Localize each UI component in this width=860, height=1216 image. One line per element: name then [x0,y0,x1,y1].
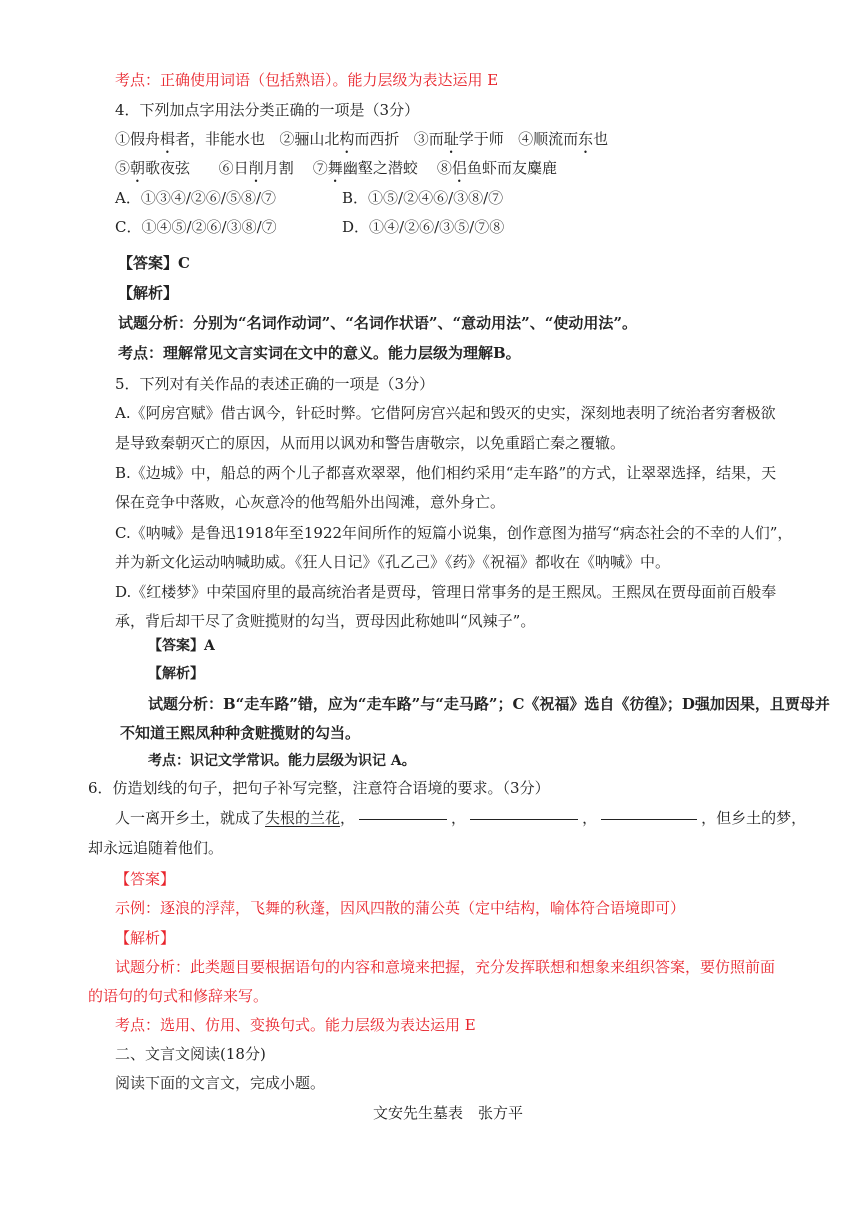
section2-instruction: 阅读下面的文言文，完成小题。 [115,1074,326,1092]
q4-item-6: ⑥日削月割 [218,159,294,177]
q5-option-c-line2: 并为新文化运动呐喊助威。《狂人日记》《孔乙己》《药》《祝福》都收在《呐喊》中。 [115,553,671,571]
q6-stem: 6．仿造划线的句子，把句子补写完整，注意符合语境的要求。（3分） [88,779,550,797]
q4-item-3: ③而耻学于师 [413,130,504,148]
q5-analysis-line2: 不知道王熙凤种种贪赃揽财的勾当。 [120,724,361,742]
q4-option-c: C．①④⑤/②⑥/③⑧/⑦ [115,218,277,236]
q5-option-d-line1: D.《红楼梦》中荣国府里的最高统治者是贾母，管理日常事务的是王熙凤。王熙凤在贾母面前百般奉 [115,583,777,601]
q5-option-b-line1: B.《边城》中，船总的两个儿子都喜欢翠翠，他们相约采用“走车路”的方式，让翠翠选择，结果，天 [115,464,777,482]
q6-blank-1[interactable] [359,818,447,820]
q5-option-b-line2: 保在竞争中落败，心灰意冷的他驾船外出闯滩，意外身亡。 [115,493,506,511]
section2-heading: 二、文言文阅读(18分) [115,1045,266,1063]
q4-item-1: ①假舟楫者，非能水也 [115,130,266,148]
q6-analysis-line2: 的语句的句式和修辞来写。 [88,987,269,1005]
q5-analysis-line1: 试题分析：B“走车路”错，应为“走车路”与“走马路”；C《祝福》选自《彷徨》；D强加因果，且贾母并 [148,695,830,713]
q4-stem: 4．下列加点字用法分类正确的一项是（3分） [115,101,420,119]
q5-kaodian: 考点：识记文学常识。能力层级为识记 A。 [148,753,416,769]
q6-blank-2[interactable] [470,818,578,820]
q4-option-a: A．①③④/②⑥/⑤⑧/⑦ [115,189,276,207]
q6-sentence-line2: 却永远追随着他们。 [88,839,224,857]
q5-option-d-line2: 承，背后却干尽了贪赃揽财的勾当，贾母因此称她叫“风辣子”。 [115,612,536,630]
q6-example: 示例：逐浪的浮萍，飞舞的秋蓬，因风四散的蒲公英（定中结构，喻体符合语境即可） [115,899,686,917]
q4-option-b: B．①⑤/②④⑥/③⑧/⑦ [342,189,504,207]
q6-kaodian: 考点：选用、仿用、变换句式。能力层级为表达运用 E [115,1016,476,1034]
q6-sentence: 人一离开乡土，就成了失根的兰花， ， ， ，但乡土的梦， [115,809,807,827]
q4-row2 [115,159,557,186]
q4-kaodian: 考点：理解常见文言实词在文中的意义。能力层级为理解B。 [118,344,521,362]
q5-option-c-line1: C.《呐喊》是鲁迅1918年至1922年间所作的短篇小说集，创作意图为描写“病态社会的不幸的人们”， [115,524,793,542]
q5-stem: 5．下列对有关作品的表述正确的一项是（3分） [115,375,435,393]
q4-item-2: ②骊山北构而西折 [279,130,400,148]
q4-row1 [115,130,608,157]
q3-kaodian: 考点：正确使用词语（包括熟语）。能力层级为表达运用 E [115,71,499,89]
q5-option-a-line2: 是导致秦朝灭亡的原因，从而用以讽劝和警告唐敬宗，以免重蹈亡秦之覆辙。 [115,434,626,452]
q4-option-d: D．①④/②⑥/③⑤/⑦⑧ [342,218,505,236]
q4-answer: 【答案】C [118,254,190,272]
q6-blank-3[interactable] [601,818,697,820]
q5-answer: 【答案】A [148,638,215,654]
passage-title: 文安先生墓表 张方平 [373,1104,524,1122]
q4-jiexi-label: 【解析】 [118,284,179,302]
q6-analysis-line1: 试题分析：此类题目要根据语句的内容和意境来把握，充分发挥联想和想象来组织答案，要仿照前面 [115,958,776,976]
q5-jiexi-label: 【解析】 [148,666,204,682]
q4-analysis: 试题分析：分别为“名词作动词”、“名词作状语”、“意动用法”、“使动用法”。 [118,314,638,332]
q4-item-4: ④顺流而东也 [518,130,609,148]
q6-underlined-phrase: 失根的兰花 [265,809,341,827]
q4-item-5: ⑤朝歌夜弦 [115,159,191,177]
q5-option-a-line1: A.《阿房宫赋》借古讽今，针砭时弊。它借阿房宫兴起和毁灭的史实，深刻地表明了统治者穷奢极欲 [115,404,776,422]
q4-item-8: ⑧侣鱼虾而友麋鹿 [436,159,557,177]
q4-item-7: ⑦舞幽壑之潜蛟 [312,159,418,177]
q6-jiexi-label: 【解析】 [115,929,176,947]
q6-answer-label: 【答案】 [115,870,176,888]
